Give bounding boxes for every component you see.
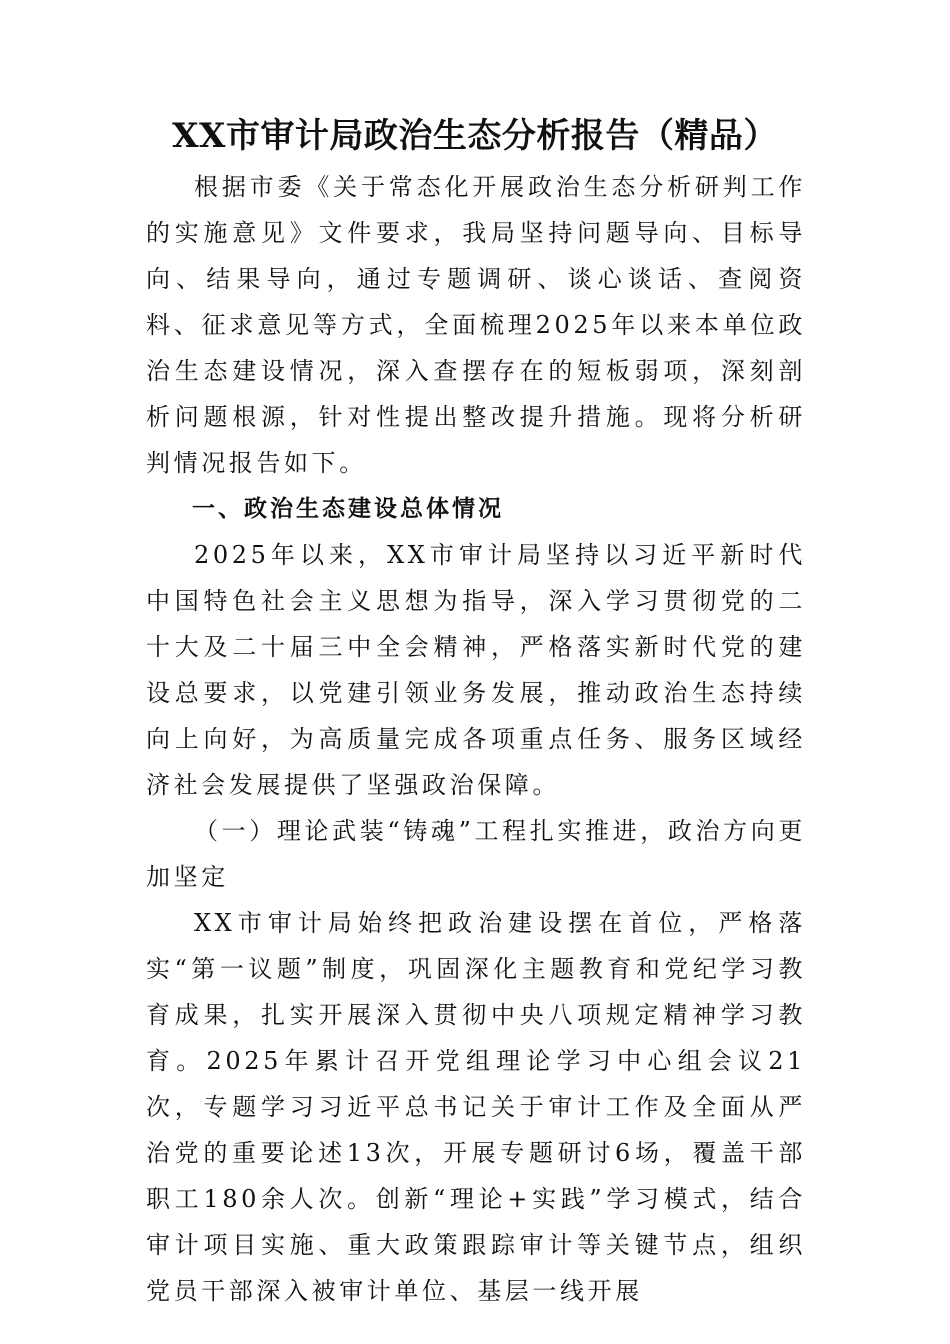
subsection-heading: （一）理论武装“铸魂”工程扎实推进，政治方向更加坚定 [146,817,806,891]
intro-paragraph: 根据市委《关于常态化开展政治生态分析研判工作的实施意见》文件要求，我局坚持问题导向、目标导向、结果导向，通过专题调研、谈心谈话、查阅资料、征求意见等方式，全面梳理2025年以来本单位政治生态建设情况，深入查摆存在的短板弱项，深刻剖析问题根源，针对性提出整改提升措施。现将分析研判情况报告如下。 [146,173,806,477]
section-heading: 一、政治生态建设总体情况 [192,496,504,522]
document-title: XX市审计局政治生态分析报告（精品） [172,116,778,156]
section-paragraph: 2025年以来，XX市审计局坚持以习近平新时代中国特色社会主义思想为指导，深入学习贯彻党的二十大及二十届三中全会精神，严格落实新时代党的建设总要求，以党建引领业务发展，推动政治生态持续向上向好，为高质量完成各项重点任务、服务区域经济社会发展提供了坚强政治保障。 [146,541,806,799]
subsection-paragraph: XX市审计局始终把政治建设摆在首位，严格落实“第一议题”制度，巩固深化主题教育和党纪学习教育成果，扎实开展深入贯彻中央八项规定精神学习教育。2025年累计召开党组理论学习中心组会议21次，专题学习习近平总书记关于审计工作及全面从严治党的重要论述13次，开展专题研讨6场，覆盖干部职工180余人次。创新“理论+实践”学习模式，结合审计项目实施、重大政策跟踪审计等关键节点，组织党员干部深入被审计单位、基层一线开展 [146,909,806,1305]
document-body [146,164,806,1314]
